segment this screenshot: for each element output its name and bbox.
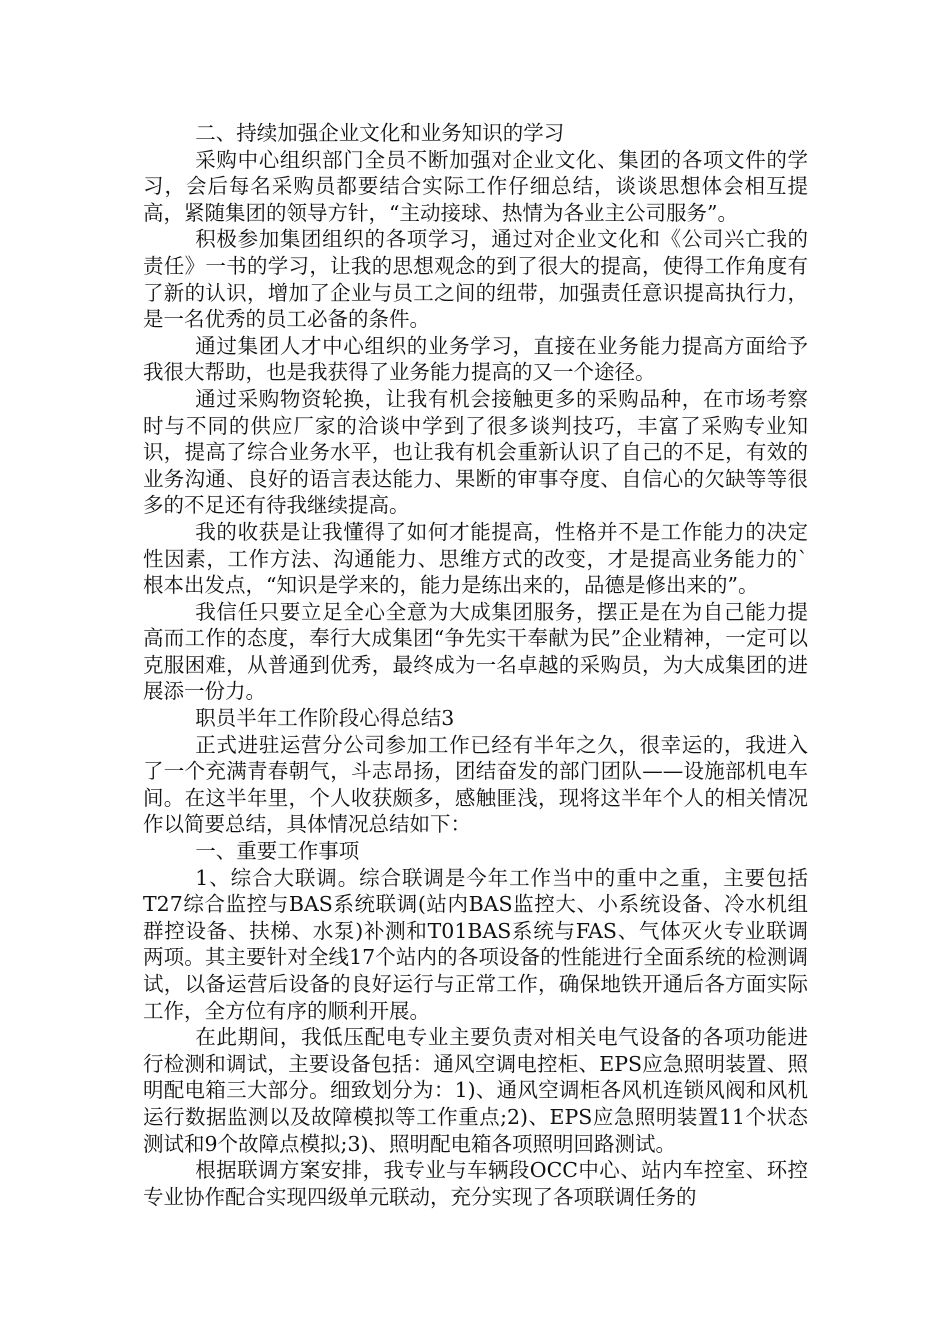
section-heading-key-work: 一、重要工作事项 xyxy=(195,839,360,864)
document-body xyxy=(143,120,808,1210)
article-title-summary-3: 职员半年工作阶段心得总结3 xyxy=(195,706,455,731)
paragraph: 我信任只要立足全心全意为大成集团服务，摆正是在为自己能力提高而工作的态度，奉行大成集团“争先实干奉献为民”企业精神，一定可以克服困难，从普通到优秀，最终成为一名卓越的采购员，为大成集团的进展添一份力。 xyxy=(143,599,808,704)
paragraph: 1、综合大联调。综合联调是今年工作当中的重中之重，主要包括T27综合监控与BAS系统联调(站内BAS监控大、小系统设备、冷水机组群控设备、扶梯、水泵)补测和T01BAS系统与FAS、气体灭火专业联调两项。其主要针对全线17个站内的各项设备的性能进行全面系统的检测调试，以备运营后设备的良好运行与正常工作，确保地铁开通后各方面实际工作，全方位有序的顺利开展。 xyxy=(143,865,808,1023)
paragraph: 通过采购物资轮换，让我有机会接触更多的采购品种，在市场考察时与不同的供应厂家的洽谈中学到了很多谈判技巧，丰富了采购专业知识，提高了综合业务水平，也让我有机会重新认识了自己的不足，有效的业务沟通、良好的语言表达能力、果断的审事夺度、自信心的欠缺等等很多的不足还有待我继续提高。 xyxy=(143,386,808,518)
paragraph: 正式进驻运营分公司参加工作已经有半年之久，很幸运的，我进入了一个充满青春朝气，斗志昂扬，团结奋发的部门团队——设施部机电车间。在这半年里，个人收获颇多，感触匪浅，现将这半年个人的相关情况作以简要总结，具体情况总结如下： xyxy=(143,732,808,837)
paragraph: 根据联调方案安排，我专业与车辆段OCC中心、站内车控室、环控专业协作配合实现四级单元联动，充分实现了各项联调任务的 xyxy=(143,1158,808,1209)
section-heading-culture-study: 二、持续加强企业文化和业务知识的学习 xyxy=(195,121,565,145)
paragraph: 在此期间，我低压配电专业主要负责对相关电气设备的各项功能进行检测和调试，主要设备包括：通风空调电控柜、EPS应急照明装置、照明配电箱三大部分。细致划分为：1)、通风空调柜各风机连锁风阀和风机运行数据监测以及故障模拟等工作重点;2)、EPS应急照明装置11个状态测试和9个故障点模拟;3)、照明配电箱各项照明回路测试。 xyxy=(143,1025,808,1156)
paragraph: 采购中心组织部门全员不断加强对企业文化、集团的各项文件的学习，会后每名采购员都要结合实际工作仔细总结，谈谈思想体会相互提高，紧随集团的领导方针，“主动接球、热情为各业主公司服务”。 xyxy=(143,147,808,225)
paragraph: 我的收获是让我懂得了如何才能提高，性格并不是工作能力的决定性因素，工作方法、沟通能力、思维方式的改变，才是提高业务能力的`根本出发点，“知识是学来的，能力是练出来的，品德是修出来的”。 xyxy=(143,519,808,598)
paragraph: 通过集团人才中心组织的业务学习，直接在业务能力提高方面给予我很大帮助，也是我获得了业务能力提高的又一个途径。 xyxy=(143,333,808,385)
paragraph: 积极参加集团组织的各项学习，通过对企业文化和《公司兴亡我的责任》一书的学习，让我的思想观念的到了很大的提高，使得工作角度有了新的认识，增加了企业与员工之间的纽带，加强责任意识提高执行力，是一名优秀的员工必备的条件。 xyxy=(143,227,808,332)
